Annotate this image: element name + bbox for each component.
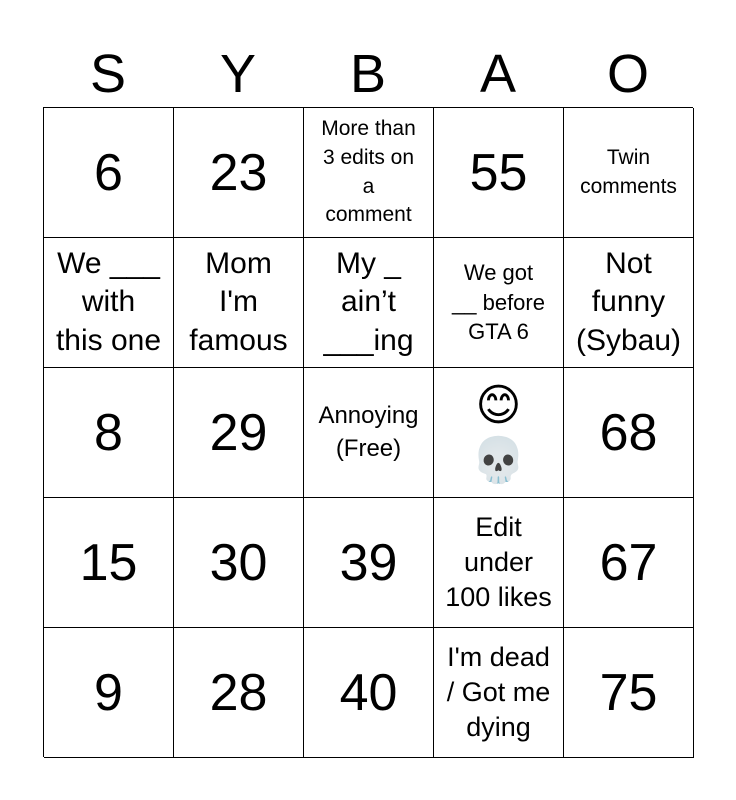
cell-text: 8: [94, 403, 123, 462]
cell-text: 40: [339, 663, 398, 722]
cell-text: 68: [599, 403, 658, 462]
cell-text: Edit under 100 likes: [445, 511, 552, 613]
bingo-cell[interactable]: [434, 368, 564, 498]
bingo-cell[interactable]: [174, 108, 304, 238]
cell-text: 39: [339, 533, 398, 592]
header-letter-b: B: [349, 44, 387, 104]
bingo-cell[interactable]: [564, 628, 694, 758]
header-letter-y: Y: [219, 44, 257, 104]
bingo-cell[interactable]: [44, 108, 174, 238]
cell-text: More than 3 edits on a comment: [321, 116, 416, 227]
bingo-cell[interactable]: [44, 238, 174, 368]
bingo-cell[interactable]: [564, 498, 694, 628]
cell-text: 9: [94, 663, 123, 722]
cell-text: 75: [599, 663, 658, 722]
bingo-cell[interactable]: [304, 368, 434, 498]
cell-text: Not funny (Sybau): [575, 246, 682, 357]
cell-text: Twin comments: [580, 145, 677, 198]
bingo-header: [43, 40, 693, 108]
cell-text: I'm dead / Got me dying: [446, 641, 551, 743]
cell-text: 23: [209, 143, 268, 202]
cell-text: 15: [79, 533, 138, 592]
bingo-grid: [43, 107, 693, 757]
bingo-cell[interactable]: [434, 108, 564, 238]
bingo-cell[interactable]: [304, 238, 434, 368]
bingo-cell[interactable]: [304, 108, 434, 238]
bingo-cell[interactable]: [304, 628, 434, 758]
smile-skull-emoji: 😊 💀: [471, 380, 526, 485]
bingo-cell[interactable]: [564, 238, 694, 368]
cell-text: We ___ with this one: [55, 246, 162, 357]
cell-text: 67: [599, 533, 658, 592]
header-letter-o: O: [606, 44, 649, 104]
bingo-cell[interactable]: [564, 368, 694, 498]
cell-text: 28: [209, 663, 268, 722]
bingo-cell[interactable]: [434, 628, 564, 758]
bingo-cell[interactable]: [434, 498, 564, 628]
bingo-cell[interactable]: [304, 498, 434, 628]
cell-text: 6: [94, 143, 123, 202]
cell-text: We got __ before GTA 6: [452, 259, 545, 345]
bingo-cell[interactable]: [44, 628, 174, 758]
bingo-cell[interactable]: [174, 628, 304, 758]
bingo-cell[interactable]: [564, 108, 694, 238]
bingo-cell[interactable]: [44, 368, 174, 498]
cell-text: My _ ain’t ___ing: [323, 246, 414, 357]
header-letter-s: S: [89, 44, 127, 104]
cell-text: 30: [209, 533, 268, 592]
cell-text: Mom I'm famous: [189, 246, 288, 357]
cell-text: 29: [209, 403, 268, 462]
cell-text: 55: [469, 143, 528, 202]
bingo-cell[interactable]: [174, 368, 304, 498]
cell-text: Annoying (Free): [318, 402, 419, 462]
header-letter-a: A: [479, 44, 517, 104]
bingo-cell[interactable]: [44, 498, 174, 628]
bingo-cell[interactable]: [434, 238, 564, 368]
bingo-cell[interactable]: [174, 498, 304, 628]
bingo-cell[interactable]: [174, 238, 304, 368]
